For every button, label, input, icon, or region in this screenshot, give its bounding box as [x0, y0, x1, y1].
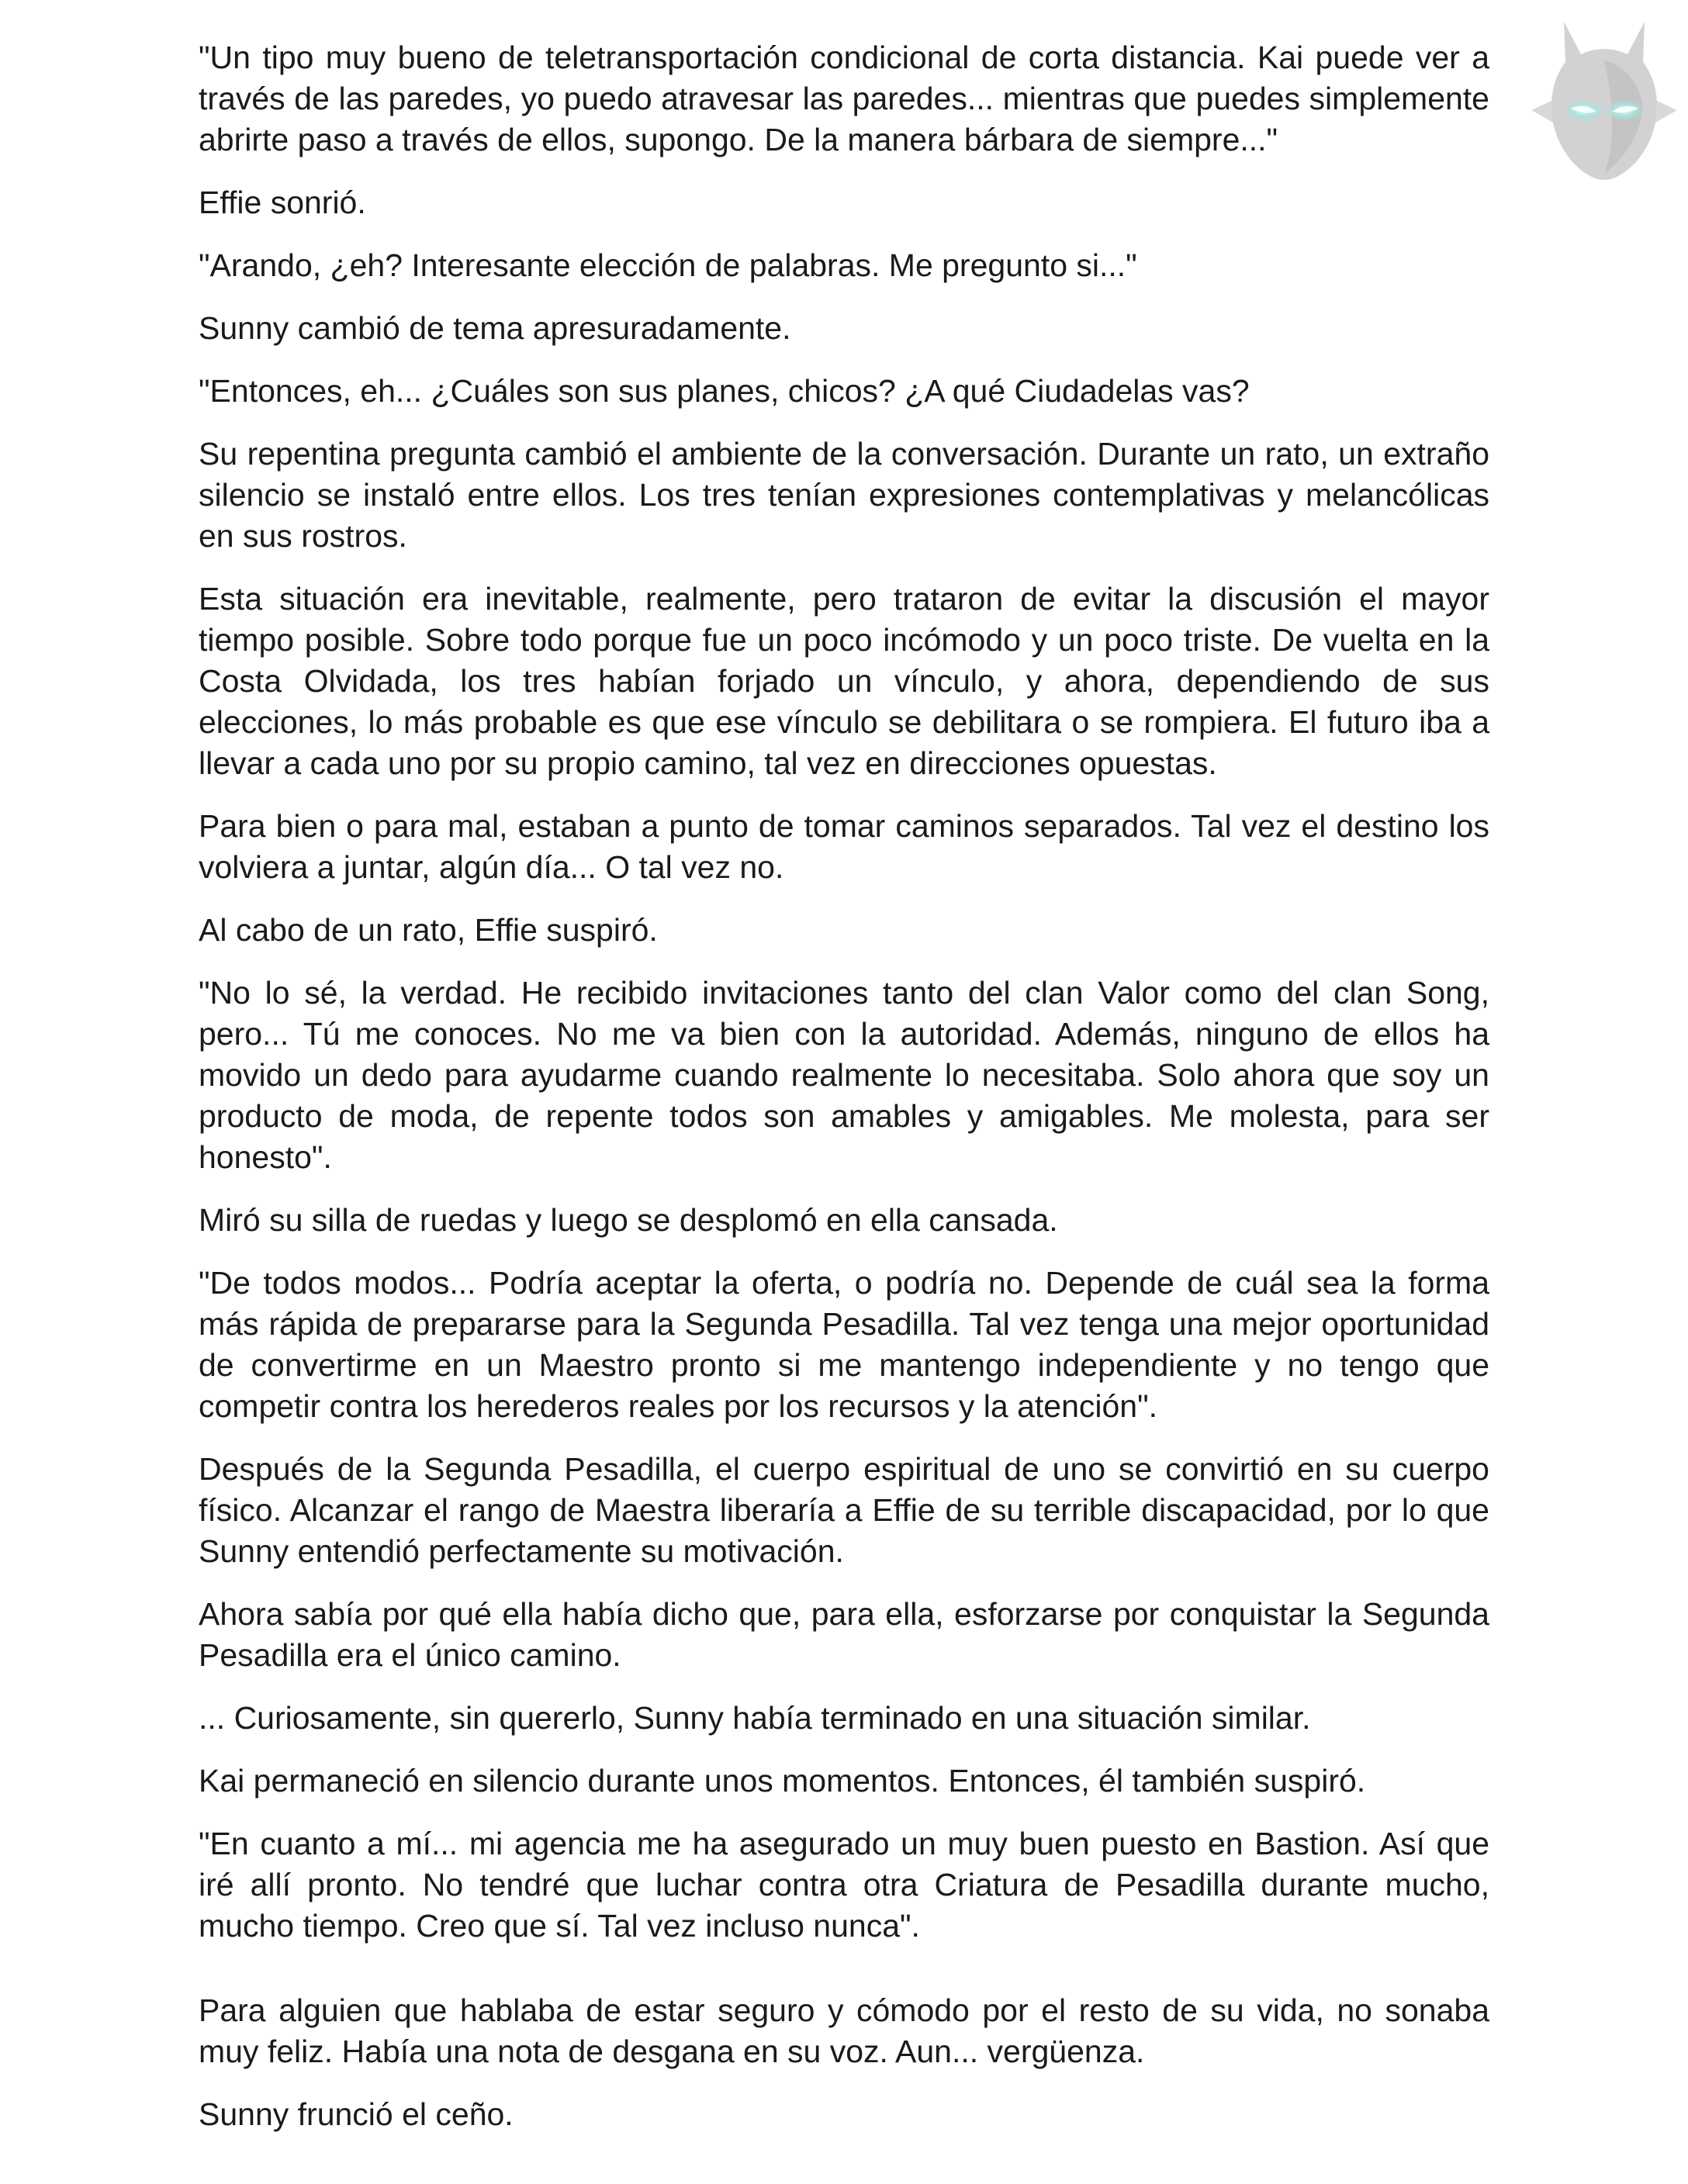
paragraph: Después de la Segunda Pesadilla, el cuerpo espiritual de uno se convirtió en su cuerpo físico. Alcanzar el rango de Maestra liberaría a Effie de su terrible discapacidad, por lo que Sunny entendió perfectamente su motivación.	[199, 1451, 1489, 1569]
paragraph: Sunny cambió de tema apresuradamente.	[199, 310, 791, 346]
paragraph: "Entonces, eh... ¿Cuáles son sus planes, chicos? ¿A qué Ciudadelas vas?	[199, 373, 1250, 409]
paragraph: Sunny frunció el ceño.	[199, 2096, 514, 2132]
paragraph: "Arando, ¿eh? Interesante elección de palabras. Me pregunto si..."	[199, 247, 1137, 283]
paragraph: "No lo sé, la verdad. He recibido invitaciones tanto del clan Valor como del clan Song, pero... Tú me conoces. No me va bien con la autoridad. Además, ninguno de ellos ha movido un dedo para ayudarme cuando realmente lo necesitaba. Solo ahora que soy un producto de moda, de repente todos son amables y amigables. Me molesta, para ser honesto".	[199, 975, 1489, 1175]
paragraph: "De todos modos... Podría aceptar la oferta, o podría no. Depende de cuál sea la forma más rápida de prepararse para la Segunda Pesadilla. Tal vez tenga una mejor oportunidad de convertirme en un Maestro pronto si me mantengo independiente y no tengo que competir contra los herederos reales por los recursos y la atención".	[199, 1265, 1489, 1424]
paragraph: Para bien o para mal, estaban a punto de tomar caminos separados. Tal vez el destino los volviera a juntar, algún día... O tal vez no.	[199, 808, 1489, 885]
paragraph: Esta situación era inevitable, realmente, pero trataron de evitar la discusión el mayor tiempo posible. Sobre todo porque fue un poco incómodo y un poco triste. De vuelta en la Costa Olvidada, los tres habían forjado un vínculo, y ahora, dependiendo de sus elecciones, lo más probable es que ese vínculo se debilitara o se rompiera. El futuro iba a llevar a cada uno por su propio camino, tal vez en direcciones opuestas.	[199, 581, 1489, 781]
document-body	[199, 37, 1489, 2157]
demon-head-logo-icon	[1527, 14, 1682, 185]
paragraph: Para alguien que hablaba de estar seguro y cómodo por el resto de su vida, no sonaba muy feliz. Había una nota de desgana en su voz. Aun... vergüenza.	[199, 1992, 1489, 2069]
paragraph: "Un tipo muy bueno de teletransportación condicional de corta distancia. Kai puede ver a través de las paredes, yo puedo atravesar las paredes... mientras que puedes simplemente abrirte paso a través de ellos, supongo. De la manera bárbara de siempre..."	[199, 40, 1489, 157]
paragraph: ... Curiosamente, sin quererlo, Sunny había terminado en una situación similar.	[199, 1700, 1311, 1736]
paragraph: Su repentina pregunta cambió el ambiente de la conversación. Durante un rato, un extraño silencio se instaló entre ellos. Los tres tenían expresiones contemplativas y melancólicas en sus rostros.	[199, 436, 1489, 554]
paragraph: Al cabo de un rato, Effie suspiró.	[199, 912, 658, 948]
paragraph: Miró su silla de ruedas y luego se desplomó en ella cansada.	[199, 1202, 1058, 1238]
paragraph: Effie sonrió.	[199, 185, 366, 220]
paragraph: Kai permaneció en silencio durante unos momentos. Entonces, él también suspiró.	[199, 1763, 1366, 1799]
paragraph: "En cuanto a mí... mi agencia me ha asegurado un muy buen puesto en Bastion. Así que iré allí pronto. No tendré que luchar contra otra Criatura de Pesadilla durante mucho, mucho tiempo. Creo que sí. Tal vez incluso nunca".	[199, 1826, 1489, 1944]
paragraph: Ahora sabía por qué ella había dicho que, para ella, esforzarse por conquistar la Segunda Pesadilla era el único camino.	[199, 1596, 1489, 1673]
